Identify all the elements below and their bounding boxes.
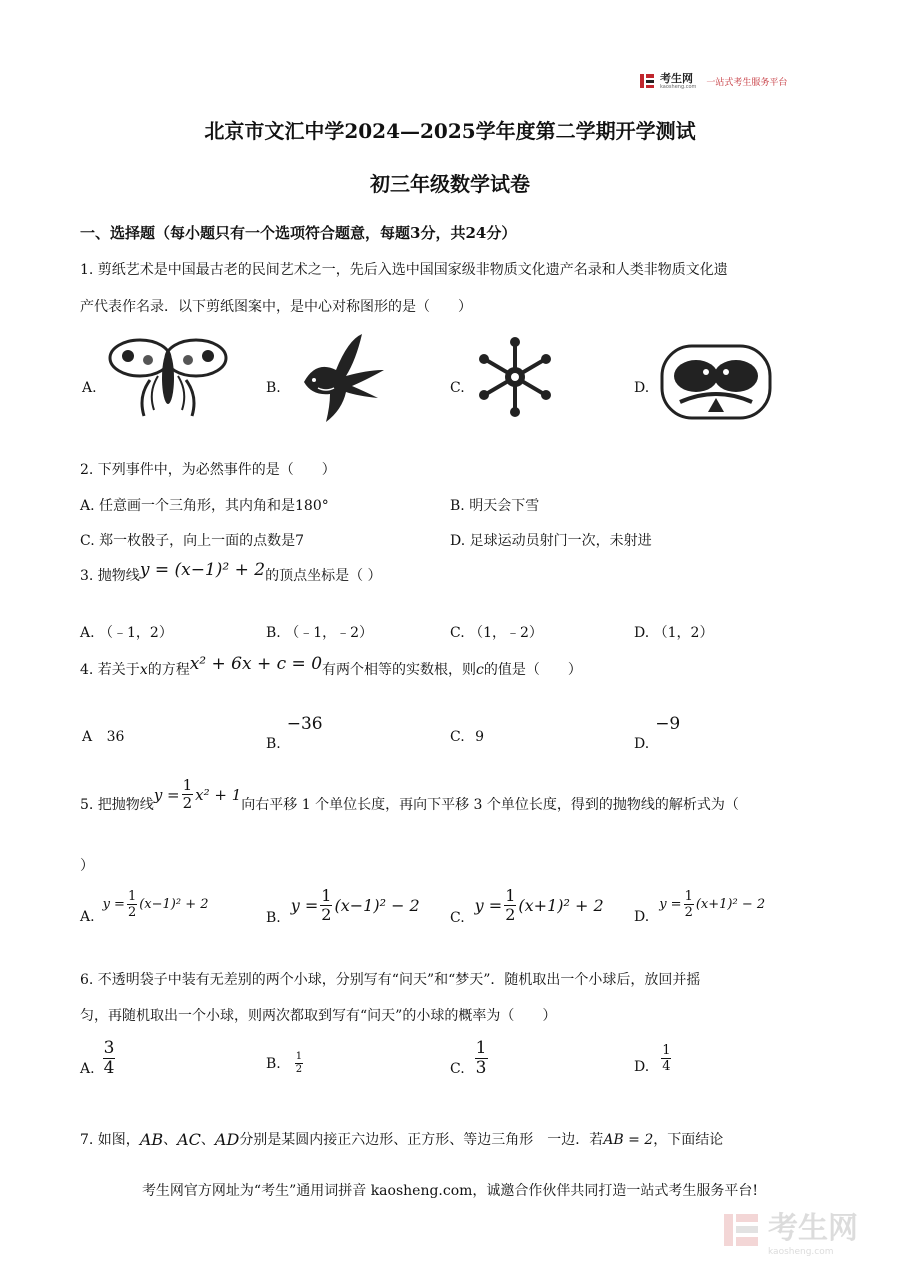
q5-suffix: 向右平移 1 个单位长度，再向下平移 3 个单位长度，得到的抛物线的解析式为（ xyxy=(241,796,739,813)
q1-option-a-label: A. xyxy=(82,380,97,396)
watermark-row xyxy=(722,1203,858,1257)
q5-option-a-den: 2 xyxy=(127,905,137,920)
q7-ad: AD xyxy=(214,1130,240,1149)
q5-close-paren: ） xyxy=(80,858,94,874)
q5-option-c-formula xyxy=(475,888,604,923)
butterfly-papercut-icon xyxy=(108,336,228,420)
q6-option-a-fraction xyxy=(103,1040,116,1077)
q5-option-c-num: 1 xyxy=(505,886,516,905)
q5-option-a-tail: (x−1)² + 2 xyxy=(139,897,209,912)
q4-var-x: x xyxy=(139,662,148,678)
q5-option-a xyxy=(80,889,209,925)
watermark-sub: kaosheng.com xyxy=(768,1247,834,1257)
q5-y-eq: y = xyxy=(153,785,180,804)
q5-frac-num: 1 xyxy=(182,776,193,794)
q4-option-a-value: 36 xyxy=(106,729,125,745)
q6-option-c-fraction xyxy=(475,1040,488,1077)
q6-option-d xyxy=(634,1044,671,1073)
q5-option-b-label: B. xyxy=(266,909,281,926)
q5-option-b-num: 1 xyxy=(321,886,332,905)
q7-condition: AB = 2 xyxy=(603,1132,654,1148)
q6-option-b-num: 1 xyxy=(295,1051,303,1062)
q3-option-b: B. （﹣1，﹣2） xyxy=(266,625,374,641)
q5-option-d xyxy=(634,889,766,925)
q6-option-a-label: A. xyxy=(80,1060,95,1077)
q5-tail: x² + 1 xyxy=(195,785,242,804)
q5-option-c-den: 2 xyxy=(505,905,516,924)
q6-option-d-num: 1 xyxy=(662,1043,671,1058)
q5-option-d-fraction xyxy=(684,890,694,919)
q1-option-c-label: C. xyxy=(450,380,465,396)
q7-sep1: 、 xyxy=(163,1132,178,1148)
q5-option-b-formula xyxy=(291,888,420,923)
q4-option-d-value: −9 xyxy=(655,714,681,734)
exam-title: 北京市文汇中学2024—2025学年度第二学期开学测试 xyxy=(204,119,696,143)
q6-option-c-num: 1 xyxy=(475,1038,487,1058)
q4-option-c xyxy=(450,729,484,745)
q4-mid: 的方程 xyxy=(147,662,190,678)
q3-option-c: C. （1，﹣2） xyxy=(450,625,543,641)
q6-option-c xyxy=(450,1040,488,1077)
watermark-logo-icon xyxy=(722,1210,762,1250)
q5-option-b-den: 2 xyxy=(321,905,332,924)
brand-slogan: 一站式考生服务平台 xyxy=(706,77,788,88)
q5-option-c xyxy=(450,886,604,926)
q3-prefix: 3. 抛物线 xyxy=(80,568,140,584)
q4-formula: x² + 6x + c = 0 xyxy=(189,654,323,674)
q4-option-b xyxy=(266,714,323,752)
q4-option-d xyxy=(634,714,680,752)
snowflake-papercut-icon xyxy=(472,334,558,420)
q7-ac: AC xyxy=(177,1130,201,1149)
q6-stem-line2: 匀，再随机取出一个小球，则两次都取到写有“问天”的小球的概率为（ ） xyxy=(80,1008,557,1024)
q4-var-c: c xyxy=(476,662,484,678)
q2-option-d: D. 足球运动员射门一次，未射进 xyxy=(450,533,652,549)
q4-stem xyxy=(80,654,830,680)
q5-option-c-y: y = xyxy=(474,896,503,915)
q6-option-a-num: 3 xyxy=(103,1038,115,1058)
q3-option-a: A. （﹣1，2） xyxy=(80,625,173,641)
q5-option-d-y: y = xyxy=(659,897,682,912)
q2-option-a: A. 任意画一个三角形，其内角和是180° xyxy=(80,498,329,514)
q5-option-c-tail: (x+1)² + 2 xyxy=(518,896,604,915)
q5-option-b xyxy=(266,886,420,926)
section-heading: 一、选择题（每小题只有一个选项符合题意，每题3分，共24分） xyxy=(80,224,517,242)
q6-option-b-den: 2 xyxy=(295,1064,303,1075)
q5-option-a-formula xyxy=(103,890,209,919)
q4-option-b-value: −36 xyxy=(286,714,323,734)
q7-stem xyxy=(80,1130,830,1150)
watermark-text-block xyxy=(768,1203,858,1257)
q4-option-c-value: 9 xyxy=(475,729,485,745)
q6-option-c-label: C. xyxy=(450,1060,465,1077)
q6-option-c-den: 3 xyxy=(475,1058,487,1078)
q5-fraction xyxy=(182,778,194,811)
q6-stem-line1: 6. 不透明袋子中装有无差别的两个小球，分别写有“问天”和“梦天”．随机取出一个小球后，放回并摇 xyxy=(80,972,701,988)
q2-option-c: C. 郑一枚骰子，向上一面的点数是7 xyxy=(80,533,305,549)
q5-option-a-num: 1 xyxy=(127,889,137,904)
q1-option-b-label: B. xyxy=(266,380,281,396)
q6-option-d-label: D. xyxy=(634,1058,650,1075)
q6-option-b-fraction xyxy=(295,1052,303,1075)
q4-prefix: 4. 若关于 xyxy=(80,662,140,678)
q5-stem xyxy=(80,778,840,811)
q5-option-a-y: y = xyxy=(102,897,125,912)
q6-option-b-label: B. xyxy=(266,1055,281,1072)
kaosheng-logo-icon xyxy=(638,72,656,90)
q7-prefix: 7. 如图， xyxy=(80,1132,140,1148)
q2-option-b: B. 明天会下雪 xyxy=(450,498,540,514)
q5-option-d-den: 2 xyxy=(684,905,693,920)
q6-option-a-den: 4 xyxy=(103,1058,115,1078)
q5-option-d-formula xyxy=(659,890,765,919)
brand-site: kaosheng.com xyxy=(660,83,697,90)
q5-frac-den: 2 xyxy=(182,794,193,812)
q5-option-a-fraction xyxy=(127,890,137,919)
q1-stem-line2: 产代表作名录．以下剪纸图案中，是中心对称图形的是（ ） xyxy=(80,299,472,315)
brand-name: 考生网 xyxy=(660,71,693,85)
q4-option-d-label: D. xyxy=(634,736,650,752)
q7-suffix: ，下面结论 xyxy=(653,1132,724,1148)
q6-option-d-den: 4 xyxy=(662,1059,671,1074)
q7-ab: AB xyxy=(139,1130,164,1149)
q5-option-c-fraction xyxy=(504,888,516,923)
q3-option-d: D. （1，2） xyxy=(634,625,714,641)
q7-mid: 分别是某圆内接正六边形、正方形、等边三角形 一边．若 xyxy=(239,1132,604,1148)
q5-option-d-tail: (x+1)² − 2 xyxy=(695,897,766,912)
brand-logo[interactable] xyxy=(638,72,787,90)
q5-option-d-num: 1 xyxy=(684,889,693,904)
q4-option-c-label: C. xyxy=(450,729,465,745)
q3-formula: y = (x−1)² + 2 xyxy=(139,560,266,580)
q5-option-a-label: A. xyxy=(80,908,95,925)
q7-sep2: 、 xyxy=(200,1132,215,1148)
q3-suffix: 的顶点坐标是（ ） xyxy=(265,568,382,584)
q6-option-d-fraction xyxy=(661,1044,671,1073)
q1-option-d-label: D. xyxy=(634,380,650,396)
q5-formula xyxy=(154,778,241,811)
watermark xyxy=(722,1203,858,1257)
q5-option-d-label: D. xyxy=(634,908,650,925)
q6-option-b xyxy=(266,1052,303,1075)
q2-stem: 2. 下列事件中，为必然事件的是（ ） xyxy=(80,462,336,478)
q5-option-b-tail: (x−1)² − 2 xyxy=(334,896,420,915)
q4-post1: 有两个相等的实数根，则 xyxy=(322,662,477,678)
swallow-papercut-icon xyxy=(296,330,386,424)
q5-option-b-y: y = xyxy=(290,896,319,915)
q6-option-a xyxy=(80,1040,115,1077)
double-fish-papercut-icon xyxy=(660,342,772,422)
footer-note: 考生网官方网址为“考生”通用词拼音 kaosheng.com，诚邀合作伙伴共同打造一站式考生服务平台! xyxy=(141,1183,759,1199)
q4-option-a xyxy=(82,729,124,745)
q5-option-c-label: C. xyxy=(450,909,465,926)
q1-stem-line1: 1. 剪纸艺术是中国最古老的民间艺术之一，先后入选中国国家级非物质文化遗产名录和人类非物质文化遗 xyxy=(80,262,728,278)
q4-option-b-label: B. xyxy=(266,736,281,752)
brand-text xyxy=(660,73,696,90)
q3-stem xyxy=(80,560,830,586)
q5-prefix: 5. 把抛物线 xyxy=(80,796,154,813)
q4-option-a-label: A xyxy=(82,729,93,745)
q4-post2: 的值是（ ） xyxy=(483,662,582,678)
exam-subtitle: 初三年级数学试卷 xyxy=(370,172,530,196)
watermark-text: 考生网 xyxy=(768,1211,858,1246)
q5-option-b-fraction xyxy=(320,888,332,923)
